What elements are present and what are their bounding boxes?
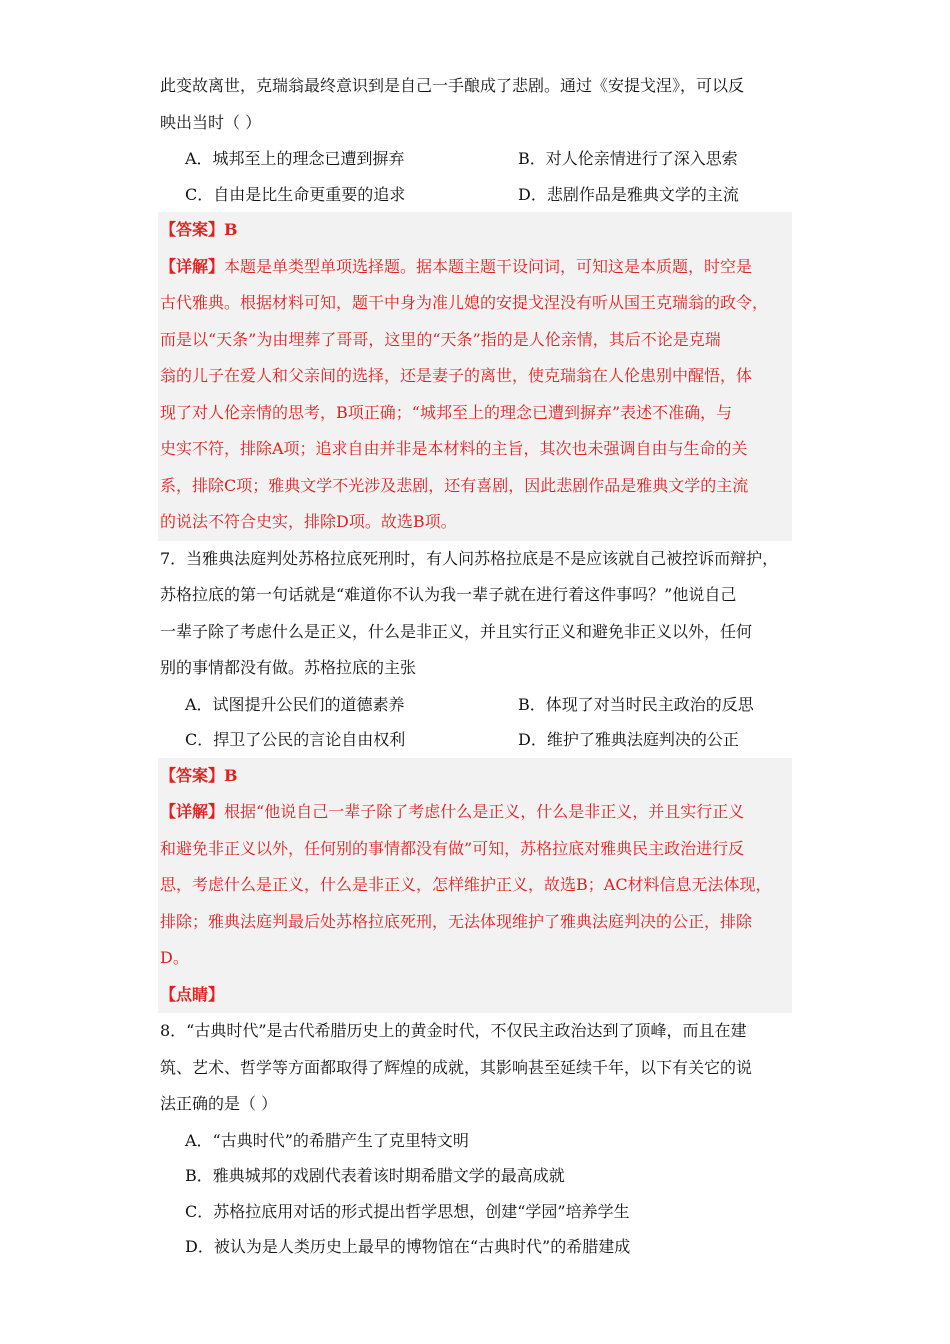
q6-options-row	[160, 141, 800, 177]
q6-option-b: B．对人伦亲情进行了深入思索	[518, 149, 738, 168]
answer-value: B	[224, 765, 238, 785]
q6-detail-line: 现了对人伦亲情的思考，B项正确；“城邦至上的理念已遭到摒弃”表述不准确，与	[160, 402, 733, 422]
q7-detail-line: 排除；雅典法庭判最后处苏格拉底死刑，无法体现维护了雅典法庭判决的公正，排除	[160, 911, 753, 931]
detail-tag: 【详解】	[160, 802, 225, 821]
q7-detail-line	[160, 794, 792, 831]
answer-tag: 【答案】	[160, 220, 225, 239]
q6-detail-line: 古代雅典。根据材料可知，题干中身为准儿媳的安提戈涅没有听从国王克瑞翁的政令，	[160, 293, 769, 312]
detail-text: 本题是单类型单项选择题。据本题主题干设问词，可知这是本质题，时空是	[224, 256, 753, 276]
q6-answer	[160, 212, 792, 249]
question-7	[160, 541, 800, 1014]
question-6	[160, 68, 800, 541]
answer-value: B	[224, 220, 238, 239]
q6-detail-line: 的说法不符合史实，排除D项。故选B项。	[160, 512, 457, 531]
q6-detail-line: 而是以“天条”为由埋葬了哥哥，这里的“天条”指的是人伦亲情，其后不论是克瑞	[160, 329, 721, 349]
q6-stem-line: 此变故离世，克瑞翁最终意识到是自己一手酿成了悲剧。通过《安提戈涅》，可以反	[160, 76, 745, 95]
q8-stem-line: 法正确的是（ ）	[160, 1094, 278, 1113]
q6-option-d: D．悲剧作品是雅典文学的主流	[518, 184, 739, 204]
answer-tag: 【答案】	[160, 765, 225, 785]
q8-option-c: C．苏格拉底用对话的形式提出哲学思想，创建“学园”培养学生	[185, 1201, 630, 1221]
q6-detail-line: 系，排除C项；雅典文学不光涉及悲剧，还有喜剧，因此悲剧作品是雅典文学的主流	[160, 475, 749, 495]
q7-stem-line: 苏格拉底的第一句话就是“难道你不认为我一辈子就在进行着这件事吗？”他说自己	[160, 585, 737, 604]
q6-detail-line: 翁的儿子在爱人和父亲间的选择，还是妻子的离世，使克瑞翁在人伦患别中醒悟，体	[160, 366, 753, 385]
q6-options-row	[160, 177, 800, 213]
q7-stem-line: 7．当雅典法庭判处苏格拉底死刑时，有人问苏格拉底是不是应该就自己被控诉而辩护，	[160, 548, 779, 568]
q7-option-a: A．试图提升公民们的道德素养	[185, 694, 405, 714]
q7-answer	[160, 758, 792, 795]
q7-option-b: B．体现了对当时民主政治的反思	[518, 694, 754, 714]
document-page	[160, 68, 800, 1265]
q7-answer-box	[158, 758, 792, 1014]
question-8	[160, 1013, 800, 1265]
q7-options-row	[160, 722, 800, 758]
q7-stem-line: 别的事情都没有做。苏格拉底的主张	[160, 658, 417, 677]
q7-option-c: C．捍卫了公民的言论自由权利	[185, 730, 406, 749]
detail-text: 根据“他说自己一辈子除了考虑什么是正义，什么是非正义，并且实行正义	[224, 802, 745, 821]
q6-answer-box	[158, 212, 792, 541]
q7-point-tag: 【点睛】	[160, 984, 225, 1004]
detail-tag: 【详解】	[160, 256, 225, 276]
q6-stem-line: 映出当时（ ）	[160, 112, 262, 132]
q7-stem-line: 一辈子除了考虑什么是正义，什么是非正义，并且实行正义和避免非正义以外，任何	[160, 621, 753, 641]
q8-option-d: D．被认为是人类历史上最早的博物馆在“古典时代”的希腊建成	[185, 1237, 631, 1256]
q7-detail-line: 和避免非正义以外，任何别的事情都没有做”可知，苏格拉底对雅典民主政治进行反	[160, 838, 745, 858]
q8-stem-line: 8．“古典时代”是古代希腊历史上的黄金时代，不仅民主政治达到了顶峰，而且在建	[160, 1021, 747, 1040]
q8-option-a: A．“古典时代”的希腊产生了克里特文明	[185, 1130, 469, 1150]
q6-detail-line: 史实不符，排除A项；追求自由并非是本材料的主旨，其次也未强调自由与生命的关	[160, 439, 748, 458]
q7-detail-line: 思，考虑什么是正义，什么是非正义，怎样维护正义，故选B；AC材料信息无法体现，	[160, 875, 772, 894]
q6-detail-line	[160, 249, 792, 286]
q7-option-d: D．维护了雅典法庭判决的公正	[518, 730, 739, 749]
q6-option-c: C．自由是比生命更重要的追求	[185, 184, 406, 204]
q6-option-a: A．城邦至上的理念已遭到摒弃	[185, 149, 405, 168]
q8-stem-line: 筑、艺术、哲学等方面都取得了辉煌的成就，其影响甚至延续千年，以下有关它的说	[160, 1057, 753, 1077]
q8-option-b: B．雅典城邦的戏剧代表着该时期希腊文学的最高成就	[185, 1166, 565, 1185]
q7-detail-line: D。	[160, 948, 189, 967]
q7-options-row	[160, 687, 800, 723]
